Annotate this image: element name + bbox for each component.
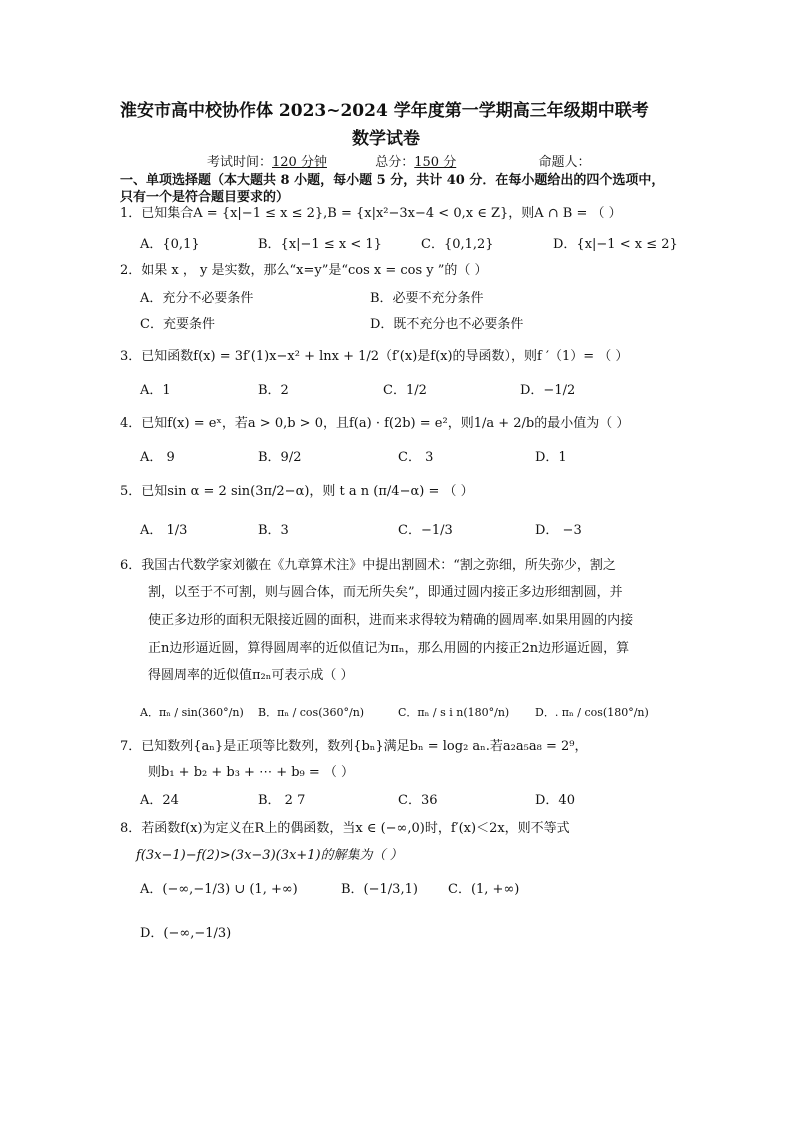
q1-option-b: B．{x|−1 ≤ x < 1} xyxy=(258,237,382,252)
q7-option-a: A．24 xyxy=(140,793,179,808)
question-8-line-2: f(3x−1)−f(2)>(3x−3)(3x+1)的解集为（ ） xyxy=(136,848,403,863)
q5-option-c: C．−1/3 xyxy=(398,523,453,538)
q3-option-b: B．2 xyxy=(258,383,289,398)
q5-option-d: D． −3 xyxy=(535,523,582,538)
q8-option-a: A．(−∞,−1/3) ∪ (1, +∞) xyxy=(140,882,298,897)
exam-info-row xyxy=(207,154,591,172)
question-1-text: 1．已知集合A = {x|−1 ≤ x ≤ 2},B = {x|x²−3x−4 < 0,x ∈ Z}，则A ∩ B = （ ） xyxy=(120,206,622,221)
question-4-text: 4．已知f(x) = eˣ，若a > 0,b > 0，且f(a) · f(2b) = e²，则1/a + 2/b的最小值为（ ） xyxy=(120,416,630,431)
q2-option-b: B．必要不充分条件 xyxy=(370,291,484,306)
q7-option-c: C．36 xyxy=(398,793,438,808)
q4-option-d: D．1 xyxy=(535,450,567,465)
q4-option-a: A． 9 xyxy=(140,450,175,465)
q5-option-a: A． 1/3 xyxy=(140,523,188,538)
question-7-line-2: 则b₁ + b₂ + b₃ + ⋯ + b₉ = （ ） xyxy=(148,765,355,780)
question-5-text: 5．已知sin α = 2 sin(3π/2−α)，则 t a n (π/4−α) = （ ） xyxy=(120,484,474,499)
q7-option-b: B． 2 7 xyxy=(258,793,306,808)
section-heading-cont: 只有一个是符合题目要求的） xyxy=(120,190,290,205)
q2-option-d: D．既不充分也不必要条件 xyxy=(370,317,524,332)
q6-option-b: B．πₙ / cos(360°/n) xyxy=(258,706,365,719)
q2-option-c: C．充要条件 xyxy=(140,317,215,332)
q5-option-b: B．3 xyxy=(258,523,289,538)
q4-option-b: B．9/2 xyxy=(258,450,302,465)
q3-option-c: C．1/2 xyxy=(383,383,427,398)
author-label: 命题人： xyxy=(538,155,591,170)
q8-option-b: B．(−1/3,1) xyxy=(341,882,418,897)
question-6-line-1: 6．我国古代数学家刘徽在《九章算术注》中提出割圆术：“割之弥细，所失弥少，割之 xyxy=(120,558,616,573)
question-6-line-3: 使正多边形的面积无限接近圆的面积，进而来求得较为精确的圆周率.如果用圆的内接 xyxy=(148,613,634,628)
q2-option-a: A．充分不必要条件 xyxy=(140,291,254,306)
question-8-line-1: 8．若函数f(x)为定义在R上的偶函数，当x ∈ (−∞,0)时，f′(x)＜2x，则不等式 xyxy=(120,821,570,836)
question-3-text: 3．已知函数f(x) = 3f′(1)x−x² + lnx + 1/2（f′(x)是f(x)的导函数），则f ′（1）= （ ） xyxy=(120,349,629,364)
q8-option-d: D．(−∞,−1/3) xyxy=(140,926,232,941)
q8-option-c: C．(1, +∞) xyxy=(448,882,520,897)
q6-option-d: D．. πₙ / cos(180°/n) xyxy=(535,706,649,719)
question-6-line-5: 得圆周率的近似值π₂ₙ可表示成（ ） xyxy=(148,668,354,683)
q3-option-a: A．1 xyxy=(140,383,171,398)
time-value: 120 分钟 xyxy=(272,155,327,170)
question-2-text: 2．如果 x ， y 是实数，那么“x=y”是“cos x = cos y ”的（ ） xyxy=(120,263,488,278)
exam-subtitle: 数学试卷 xyxy=(352,129,420,149)
q4-option-c: C． 3 xyxy=(398,450,434,465)
score-label: 总分： xyxy=(375,155,415,170)
q6-option-c: C．πₙ / s i n(180°/n) xyxy=(398,706,510,719)
score-value: 150 分 xyxy=(414,155,457,170)
exam-title: 淮安市高中校协作体 2023~2024 学年度第一学期高三年级期中联考 xyxy=(120,101,649,121)
q3-option-d: D．−1/2 xyxy=(520,383,576,398)
section-heading: 一、单项选择题（本大题共 8 小题，每小题 5 分，共计 40 分．在每小题给出的四个选项中， xyxy=(120,173,665,188)
q1-option-c: C．{0,1,2} xyxy=(421,237,494,252)
time-label: 考试时间： xyxy=(207,155,273,170)
question-6-line-4: 正n边形逼近圆，算得圆周率的近似值记为πₙ，那么用圆的内接正2n边形逼近圆，算 xyxy=(148,641,630,656)
q6-option-a: A．πₙ / sin(360°/n) xyxy=(140,706,244,719)
q7-option-d: D．40 xyxy=(535,793,575,808)
q1-option-a: A．{0,1} xyxy=(140,237,200,252)
question-7-line-1: 7．已知数列{aₙ}是正项等比数列，数列{bₙ}满足bₙ = log₂ aₙ.若a₂a₅a₈ = 2⁹， xyxy=(120,739,588,754)
q1-option-d: D．{x|−1 < x ≤ 2} xyxy=(553,237,678,252)
question-6-line-2: 割，以至于不可割，则与圆合体，而无所失矣”，即通过圆内接正多边形细割圆，并 xyxy=(148,585,623,600)
